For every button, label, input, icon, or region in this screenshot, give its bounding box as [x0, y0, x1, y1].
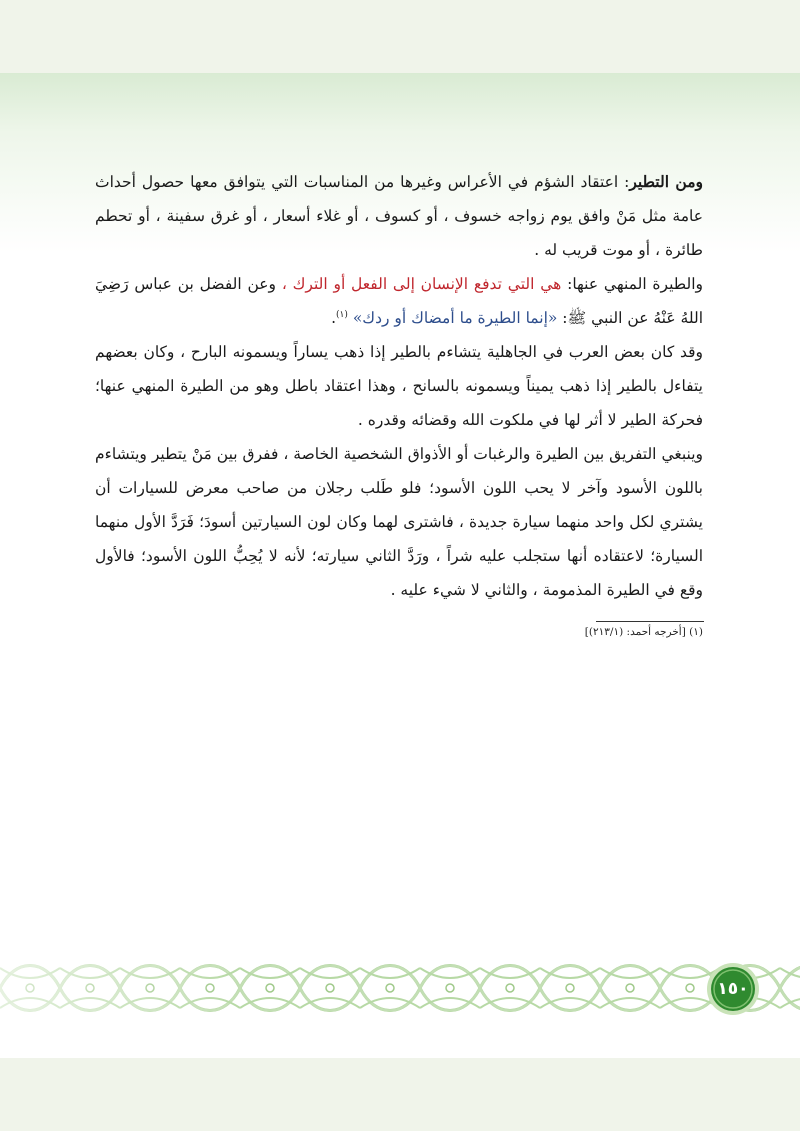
- definition-highlight: هي التي تدفع الإنسان إلى الفعل أو الترك ،: [281, 275, 562, 293]
- paragraph-4: وينبغي التفريق بين الطيرة والرغبات أو الأذواق الشخصية الخاصة ، ففرق بين مَنْ يتطير ويتشاءم باللون الأسود وآخر لا يحب اللون الأسود؛ فلو طَلب رجلان من صاحب معرض للسيارات أن يشتري لكل واحد منهما سيارة جديدة ، فاشترى لهما وكان لون السيارتين أسودَ؛ فَرَدَّ الأول منهما السيارة؛ لاعتقاده أنها ستجلب عليه شراً ، ورَدَّ الثاني سيارته؛ لأنه لا يُحِبُّ اللون الأسود؛ فالأول وقع في الطيرة المذمومة ، والثاني لا شيء عليه .: [95, 445, 703, 599]
- paragraph-1: [95, 165, 703, 267]
- footnote-divider: [596, 621, 704, 622]
- footnote: (١) [أخرجه أحمد: (٢١٣/١)]: [584, 626, 703, 638]
- narration-text: وعن الفضل بن عباس رَضِيَ اللهُ عَنْهُ عن النبي ﷺ:: [95, 275, 703, 327]
- ornament-pattern: [0, 948, 800, 1028]
- paragraph-2-end: .: [331, 309, 337, 327]
- paragraph-3: وقد كان بعض العرب في الجاهلية يتشاءم بالطير إذا ذهب يساراً ويسمونه البارح ، وكان بعضهم يتفاءل بالطير إذا ذهب يميناً ويسمونه بالسانح ، وهذا اعتقاد باطل وهو من الطيرة المنهي عنها؛ فحركة الطير لا أثر لها في ملكوت الله وقضائه وقدره .: [95, 343, 703, 429]
- paragraph-2: [95, 267, 703, 335]
- decorative-ornament-band: [0, 948, 800, 1028]
- page-number: ١٥٠: [717, 979, 749, 999]
- hadith-quote: «إنما الطيرة ما أمضاك أو ردك»: [352, 309, 558, 327]
- paragraph-2-lead: والطيرة المنهي عنها:: [561, 275, 704, 293]
- body-text: [95, 165, 703, 607]
- paragraph-1-text: : اعتقاد الشؤم في الأعراس وغيرها من المناسبات التي يتوافق معها حصول أحداث عامة مثل مَنْ وافق يوم زواجه خسوف ، أو كسوف ، أو غلاء أسعار ، أو غرق سفينة ، أو تحطم طائرة ، أو موت قريب له .: [95, 173, 703, 259]
- term-tatayyur: ومن التطير: [629, 172, 703, 191]
- footnote-reference[interactable]: (١): [336, 309, 348, 320]
